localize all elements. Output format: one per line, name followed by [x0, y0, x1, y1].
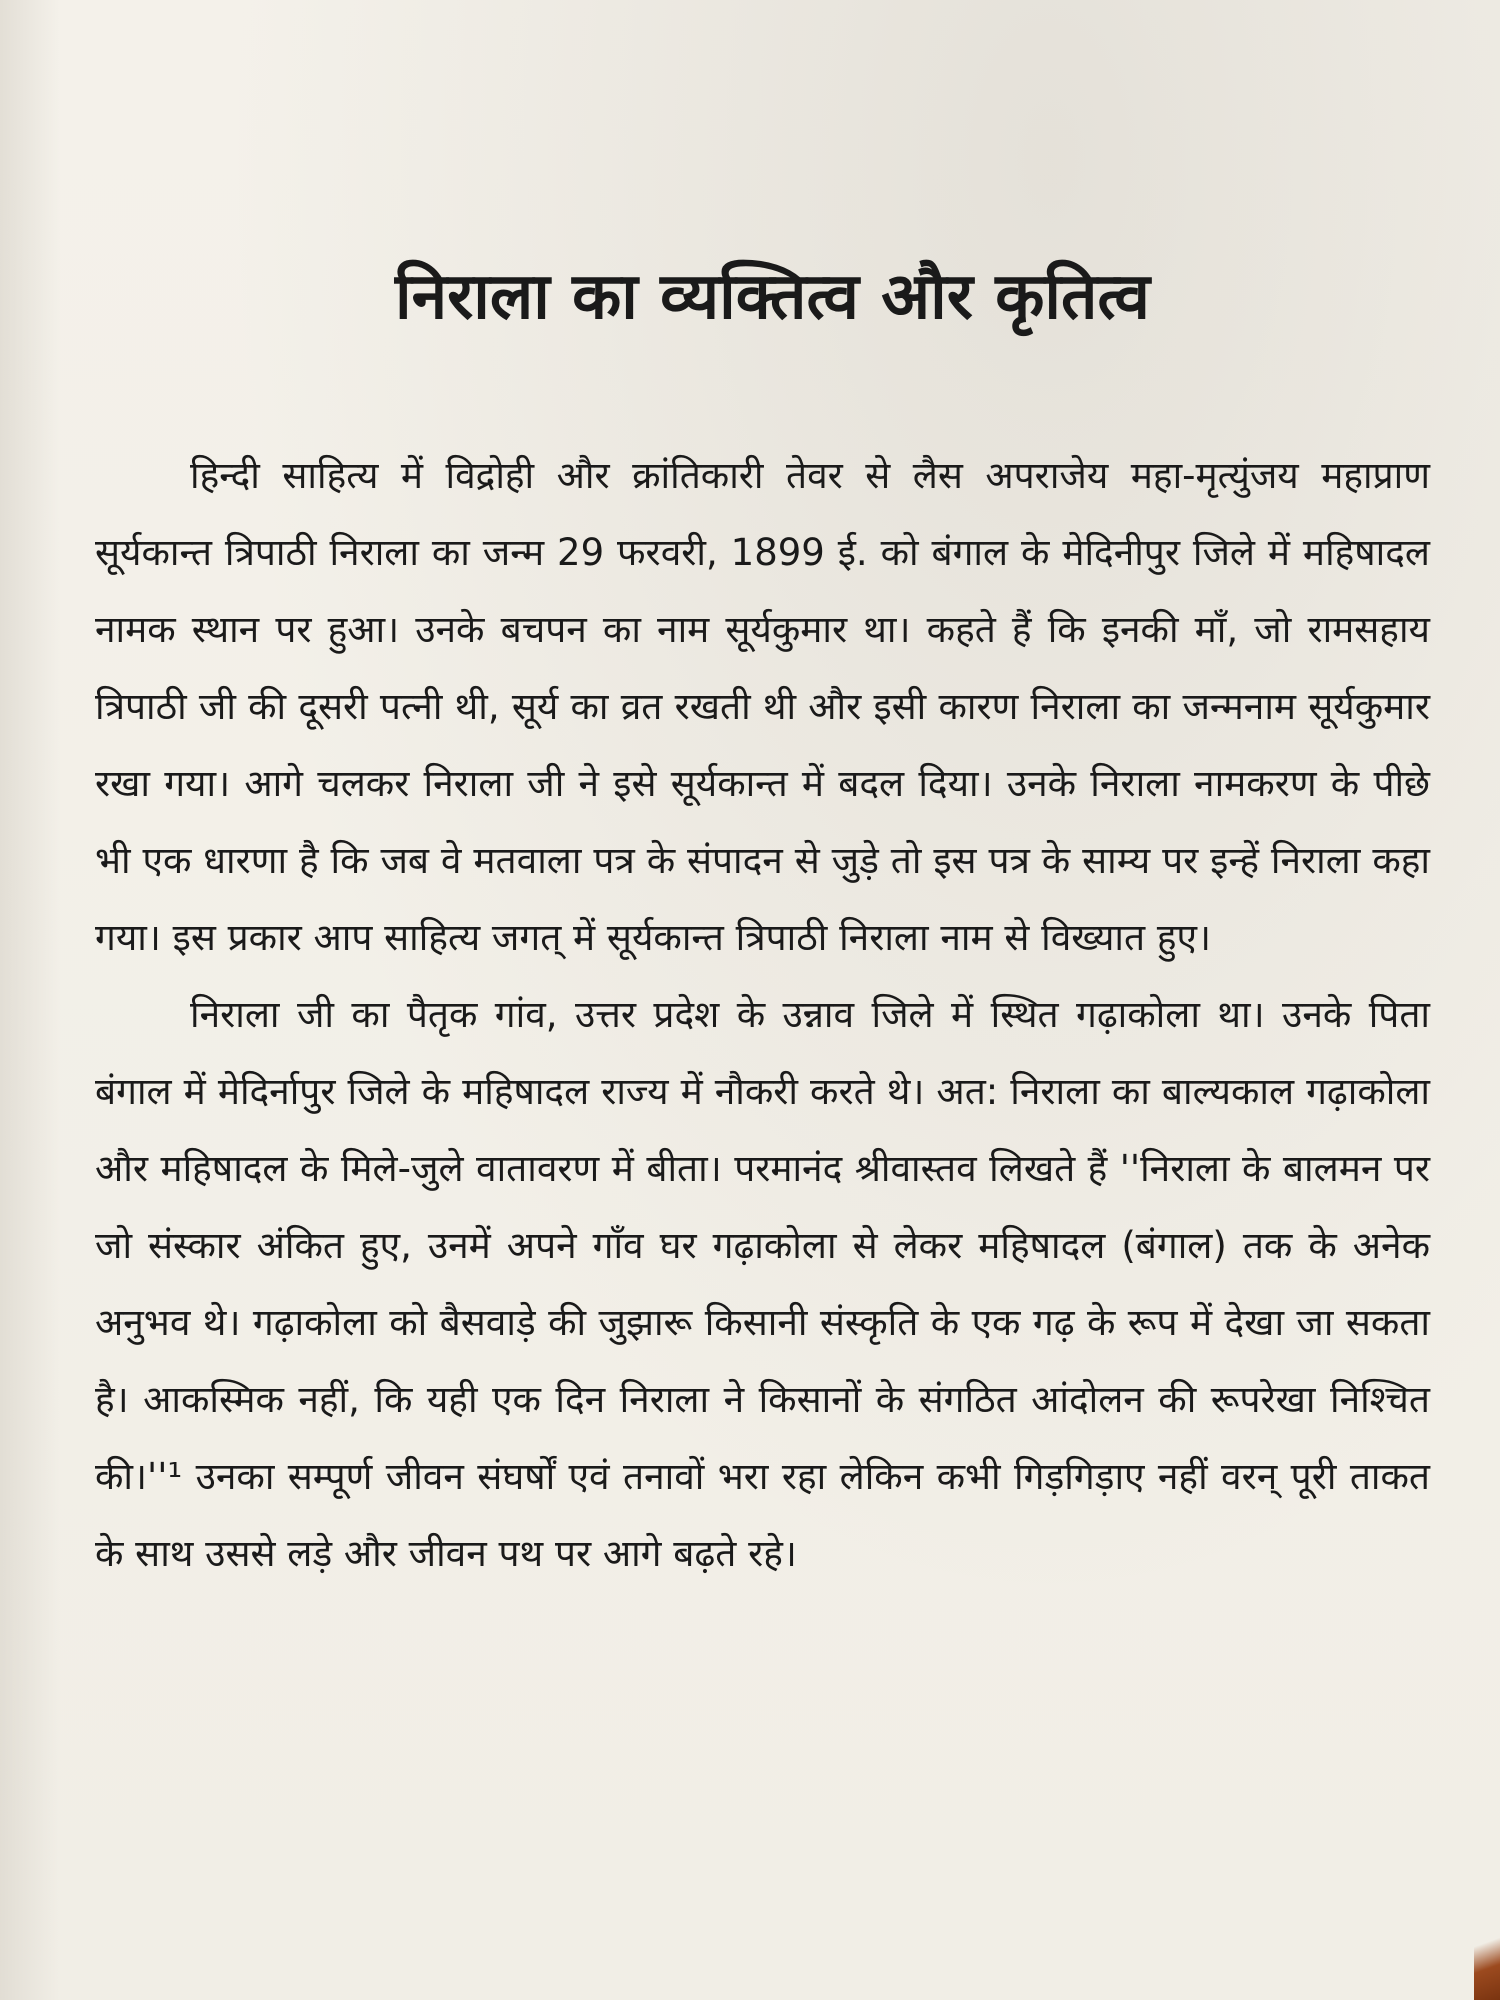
- paragraph-2: निराला जी का पैतृक गांव, उत्तर प्रदेश के उन्नाव जिले में स्थित गढ़ाकोला था। उनके पिता बंगाल में मेदिर्नापुर जिले के महिषादल राज्य में नौकरी करते थे। अत: निराला का बाल्यकाल गढ़ाकोला और महिषादल के मिले-जुले वातावरण में बीता। परमानंद श्रीवास्तव लिखते हैं ''निराला के बालमन पर जो संस्कार अंकित हुए, उनमें अपने गाँव घर गढ़ाकोला से लेकर महिषादल (बंगाल) तक के अनेक अनुभव थे। गढ़ाकोला को बैसवाड़े की जुझारू किसानी संस्कृति के एक गढ़ के रूप में देखा जा सकता है। आकस्मिक नहीं, कि यही एक दिन निराला ने किसानों के संगठित आंदोलन की रूपरेखा निश्चित की।''¹ उनका सम्पूर्ण जीवन संघर्षों एवं तनावों भरा रहा लेकिन कभी गिड़गिड़ाए नहीं वरन् पूरी ताकत के साथ उससे लड़े और जीवन पथ पर आगे बढ़ते रहे।: [95, 993, 1430, 1575]
- page-corner-mark: [1474, 1920, 1500, 2000]
- page-gutter-shadow: [0, 0, 60, 2000]
- paragraph-1: हिन्दी साहित्य में विद्रोही और क्रांतिकारी तेवर से लैस अपराजेय महा-मृत्युंजय महाप्राण सूर्यकान्त त्रिपाठी निराला का जन्म 29 फरवरी, 1899 ई. को बंगाल के मेदिनीपुर जिले में महिषादल नामक स्थान पर हुआ। उनके बचपन का नाम सूर्यकुमार था। कहते हैं कि इनकी माँ, जो रामसहाय त्रिपाठी जी की दूसरी पत्नी थी, सूर्य का व्रत रखती थी और इसी कारण निराला का जन्मनाम सूर्यकुमार रखा गया। आगे चलकर निराला जी ने इसे सूर्यकान्त में बदल दिया। उनके निराला नामकरण के पीछे भी एक धारणा है कि जब वे मतवाला पत्र के संपादन से जुड़े तो इस पत्र के साम्य पर इन्हें निराला कहा गया। इस प्रकार आप साहित्य जगत् में सूर्यकान्त त्रिपाठी निराला नाम से विख्यात हुए।: [95, 454, 1430, 959]
- chapter-title: निराला का व्यक्तित्व और कृतित्व: [395, 260, 1150, 334]
